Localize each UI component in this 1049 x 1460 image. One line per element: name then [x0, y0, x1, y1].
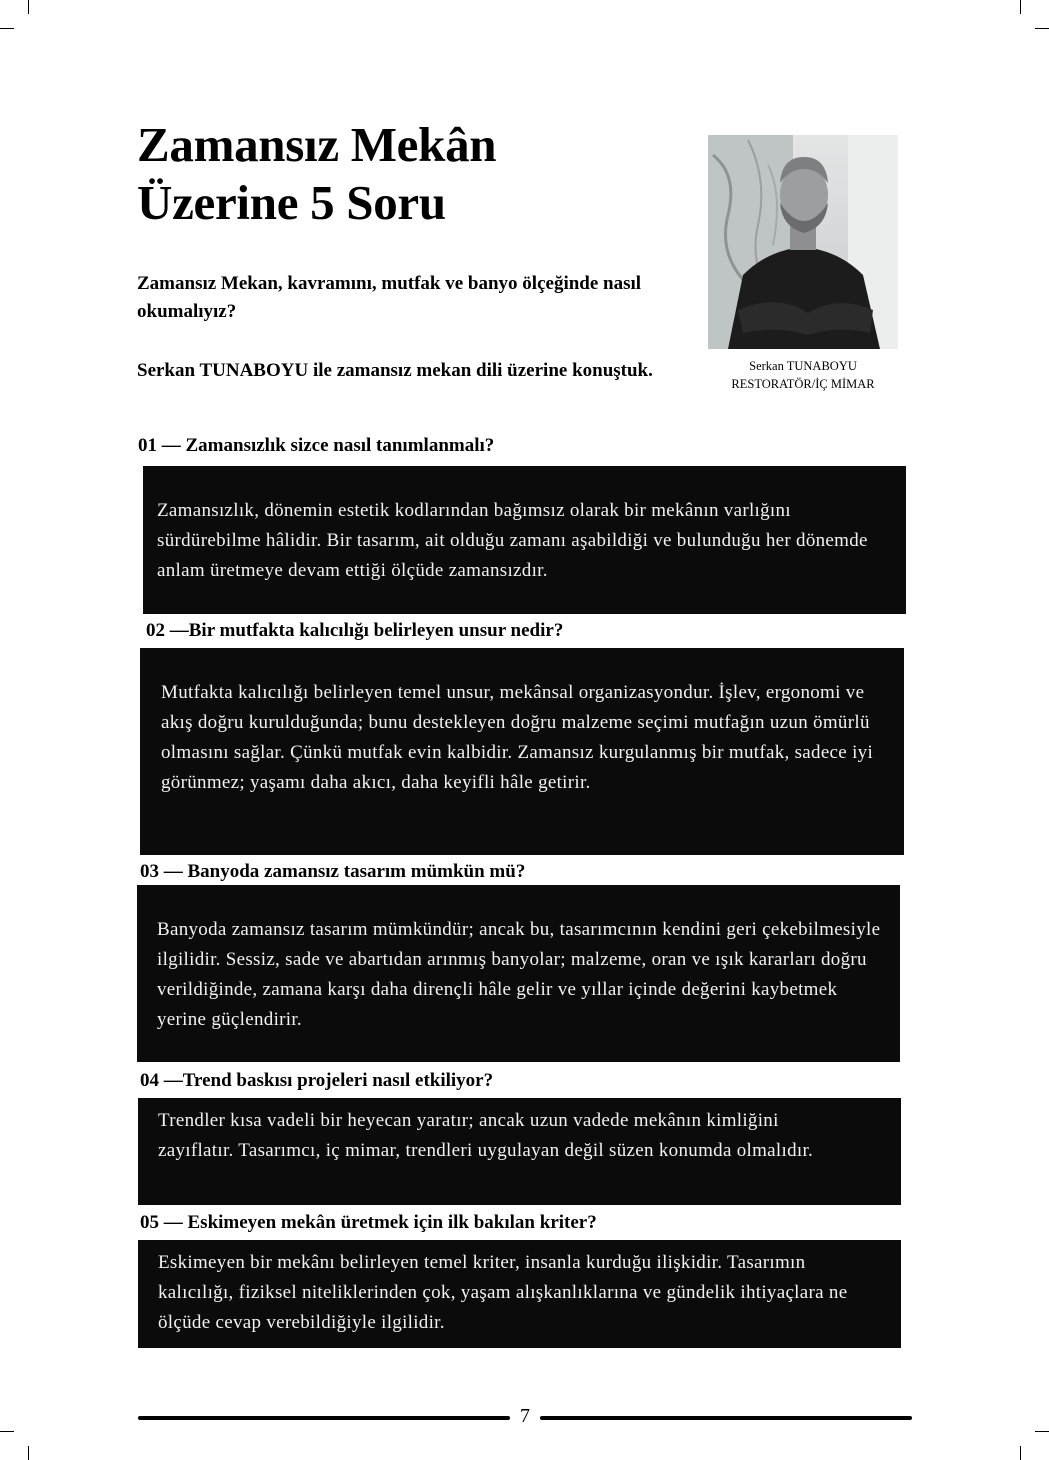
crop-mark [28, 1446, 29, 1460]
question-heading: 05 — Eskimeyen mekân üretmek için ilk bakılan kriter? [140, 1212, 597, 1233]
portrait-illustration [708, 135, 898, 349]
answer-text: Eskimeyen bir mekânı belirleyen temel kriter, insanla kurduğu ilişkidir. Tasarımın kalıcılığı, fiziksel niteliklerinden çok, yaşam alışkanlıklarına ve gündelik ihtiyaçlara ne ölçüde cevap verebildiğiyle ilgilidir. [158, 1252, 848, 1333]
title-line: Üzerine 5 Soru [137, 175, 446, 230]
photo-caption [698, 357, 908, 393]
portrait-photo [708, 135, 898, 349]
answer-block [140, 648, 904, 855]
answer-block [137, 885, 900, 1062]
question-heading: 02 —Bir mutfakta kalıcılığı belirleyen unsur nedir? [146, 620, 564, 641]
crop-mark [1020, 0, 1021, 14]
footer-rule-right [540, 1416, 912, 1420]
answer-text: Mutfakta kalıcılığı belirleyen temel unsur, mekânsal organizasyondur. İşlev, ergonomi ve akış doğru kurulduğunda; bunu destekleyen doğru malzeme seçimi mutfağın uzun ömürlü olmasını sağlar. Çünkü mutfak evin kalbidir. Zamansız kurgulanmış bir mutfak, sadece iyi görünmez; yaşamı daha akıcı, daha keyifli hâle getirir. [161, 682, 874, 793]
crop-mark [1020, 1446, 1021, 1460]
intro-question: Zamansız Mekan, kavramını, mutfak ve banyo ölçeğinde nasıl okumalıyız? [137, 273, 642, 322]
answer-text: Zamansızlık, dönemin estetik kodlarından bağımsız olarak bir mekânın varlığını sürdürebilme hâlidir. Bir tasarım, ait olduğu zamanı aşabildiği ve bulunduğu her dönemde anlam üretmeye devam ettiği ölçüde zamansızdır. [157, 500, 868, 581]
answer-block [138, 1098, 901, 1205]
answer-text: Banyoda zamansız tasarım mümkündür; ancak bu, tasarımcının kendini geri çekebilmesiyle ilgilidir. Sessiz, sade ve abartıdan arınmış banyolar; malzeme, oran ve ışık kararları doğru verildiğinde, zamana karşı daha dirençli hâle gelir ve yıllar içinde değerini kaybetmek yerine güçlendirir. [157, 919, 881, 1030]
answer-text: Trendler kısa vadeli bir heyecan yaratır; ancak uzun vadede mekânın kimliğini zayıflatır. Tasarımcı, iç mimar, trendleri uygulayan değil süzen konumda olmalıdır. [158, 1110, 814, 1161]
title-line: Zamansız Mekân [137, 117, 497, 172]
question-heading: 04 —Trend baskısı projeleri nasıl etkiliyor? [140, 1070, 494, 1091]
crop-mark [28, 0, 29, 14]
page-title [137, 116, 496, 232]
intro-statement: Serkan TUNABOYU ile zamansız mekan dili üzerine konuştuk. [137, 360, 653, 381]
crop-mark [0, 28, 14, 29]
footer-rule-left [138, 1416, 510, 1420]
answer-block [138, 1240, 901, 1348]
crop-mark [1035, 1431, 1049, 1432]
crop-mark [1035, 28, 1049, 29]
question-heading: 01 — Zamansızlık sizce nasıl tanımlanmalı? [138, 435, 495, 456]
crop-mark [0, 1431, 14, 1432]
answer-block [143, 466, 906, 614]
page-number: 7 [520, 1405, 530, 1427]
caption-name: Serkan TUNABOYU [749, 359, 857, 373]
caption-role: RESTORATÖR/İÇ MİMAR [731, 377, 875, 391]
question-heading: 03 — Banyoda zamansız tasarım mümkün mü? [140, 861, 526, 882]
